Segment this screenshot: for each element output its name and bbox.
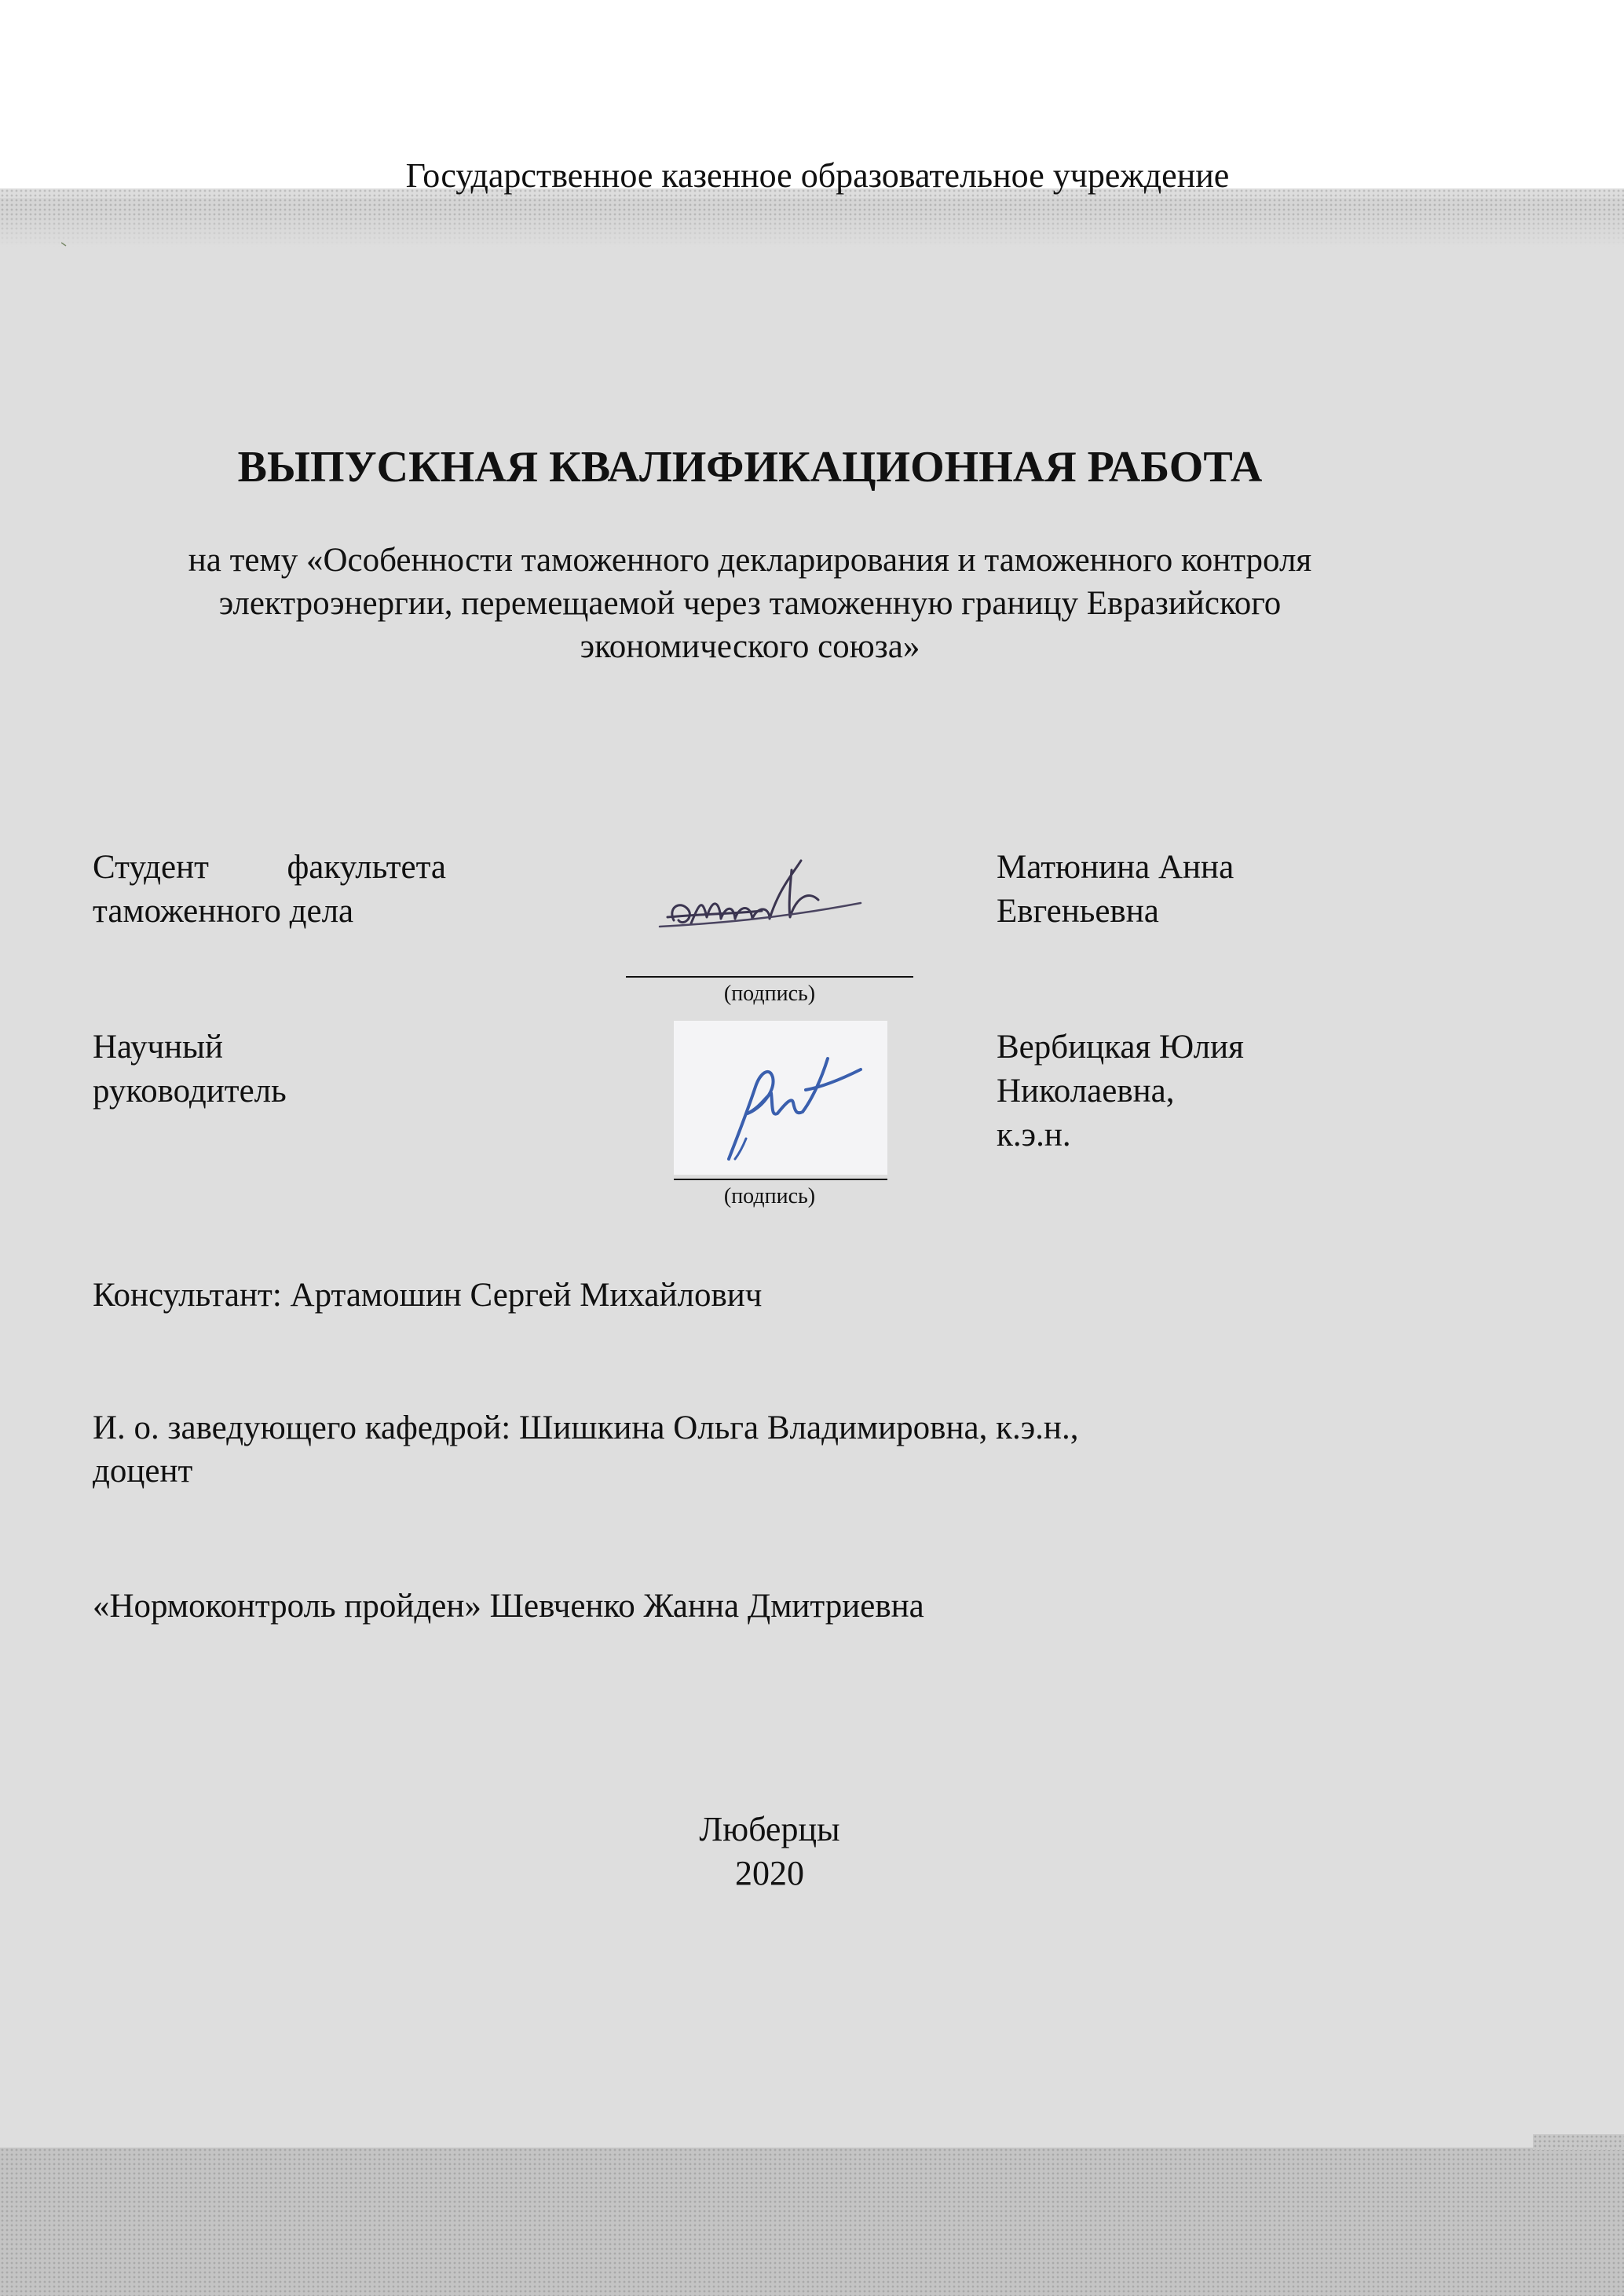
student-role-word: Студент [93, 849, 209, 886]
supervisor-signature-line [674, 1179, 887, 1180]
student-name-first: Матюнина Анна [997, 849, 1234, 886]
topic-line: экономического союза» [580, 628, 920, 665]
footer-city: Люберцы [699, 1810, 840, 1848]
student-signature-line [626, 976, 913, 978]
topic-line: электроэнергии, перемещаемой через таможенную границу Евразийского [218, 585, 1282, 622]
student-signature-caption: (подпись) [723, 982, 816, 1006]
supervisor-signature [674, 1021, 887, 1175]
supervisor-signature-caption: (подпись) [723, 1184, 816, 1208]
normocontrol-line: «Нормоконтроль пройден» Шевченко Жанна Дмитриевна [93, 1588, 924, 1625]
student-role-faculty: таможенного дела [93, 893, 354, 930]
supervisor-name-patronymic: Николаевна, [997, 1073, 1175, 1110]
scan-background [0, 198, 1624, 2296]
scan-speck [61, 242, 68, 247]
organization-name: Государственное казенное образовательное учреждение [405, 156, 1230, 195]
head-of-department-line2: доцент [93, 1453, 193, 1490]
consultant-line: Консультант: Артамошин Сергей Михайлович [93, 1277, 763, 1314]
footer-year: 2020 [735, 1854, 804, 1892]
student-role-word: факультета [287, 849, 446, 886]
supervisor-role-line2: руководитель [93, 1073, 287, 1110]
document-title: ВЫПУСКНАЯ КВАЛИФИКАЦИОННАЯ РАБОТА [237, 443, 1263, 492]
student-signature [644, 842, 880, 960]
scan-dot-band-bottom [0, 2148, 1624, 2296]
student-role [93, 846, 446, 934]
student-name-patronymic: Евгеньевна [997, 893, 1159, 930]
thesis-topic [79, 539, 1421, 668]
scan-dot-band-corner [1533, 2134, 1624, 2150]
head-of-department-line1: И. о. заведующего кафедрой: Шишкина Ольга Владимировна, к.э.н., [93, 1409, 1079, 1446]
supervisor-degree: к.э.н. [997, 1117, 1071, 1153]
supervisor-name-first: Вербицкая Юлия [997, 1029, 1244, 1066]
topic-line: на тему «Особенности таможенного декларирования и таможенного контроля [188, 542, 1312, 579]
supervisor-role-line1: Научный [93, 1029, 223, 1066]
